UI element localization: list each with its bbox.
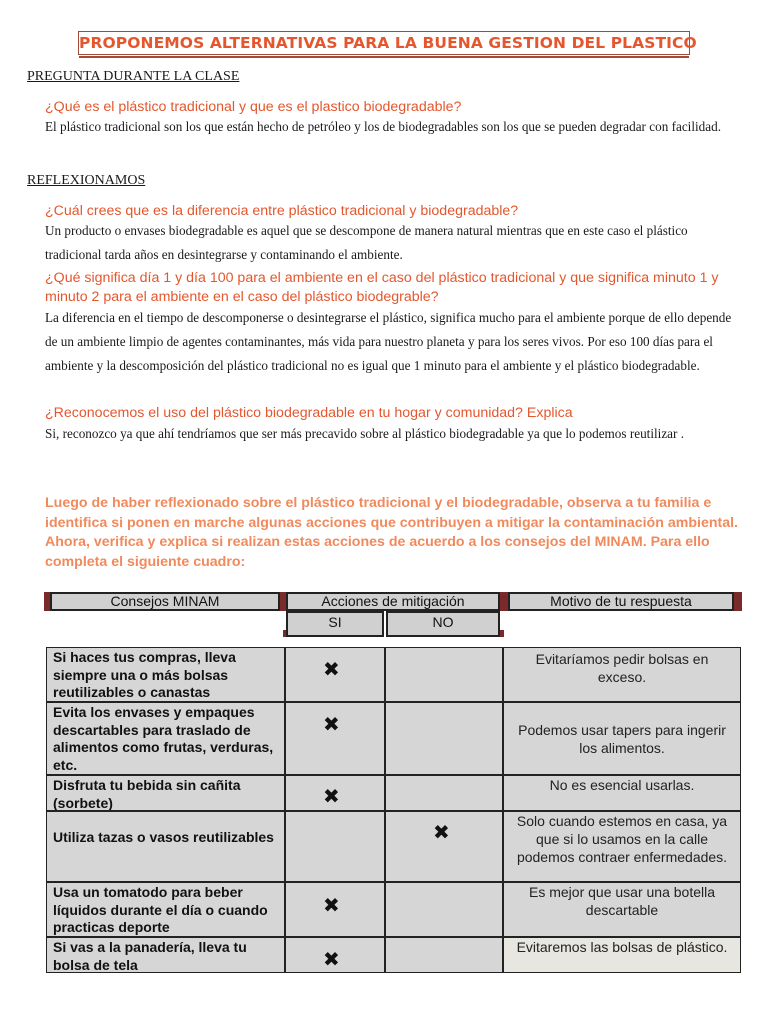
header-no: NO	[386, 611, 500, 637]
table-row-3-no-cell	[385, 775, 503, 811]
table-row-2-motivo: Podemos usar tapers para ingerir los alimentos.	[503, 702, 741, 775]
table-row-6-motivo: Evitaremos las bolsas de plástico.	[503, 937, 741, 973]
row-1-si-mark-icon: ✖	[323, 657, 340, 681]
header-accent	[500, 592, 508, 611]
row-6-si-mark-icon: ✖	[323, 947, 340, 971]
row-5-si-mark-icon: ✖	[323, 893, 340, 917]
row-4-no-mark-icon: ✖	[433, 820, 450, 844]
header-acciones: Acciones de mitigación	[286, 592, 500, 611]
answer-1: El plástico tradicional son los que están hecho de petróleo y los de biodegradables son los que se pueden degradar con facilidad.	[45, 119, 722, 134]
table-row-5-motivo: Es mejor que usar una botella descartable	[503, 882, 741, 937]
question-3: ¿Qué significa día 1 y día 100 para el ambiente en el caso del plástico tradicional y que significa minuto 1 y minuto 2 para el ambiente en el caso del plástico biodegrable?	[45, 270, 719, 305]
question-1: ¿Qué es el plástico tradicional y que es el plastico biodegradable?	[45, 99, 462, 115]
header-si: SI	[286, 611, 384, 637]
instructions-paragraph: Luego de haber reflexionado sobre el plástico tradicional y el biodegradable, observa a tu familia e identifica si ponen en marche algunas acciones que contribuyen a mitigar la contaminación ambiental. Ahora, verifica y explica si realizan estas acciones de acuerdo a los consejos del MINAM. Para ello completa el siguiente cuadro:	[45, 495, 738, 570]
answer-4: Si, reconozco ya que ahí tendríamos que ser más precavido sobre al plástico biodegradable ya que lo podemos reutilizar .	[45, 426, 685, 441]
table-row-2-consejo: Evita los envases y empaques descartables para traslado de alimentos como frutas, verduras, etc.	[46, 702, 285, 775]
table-row-3-consejo: Disfruta tu bebida sin cañita (sorbete)	[46, 775, 285, 811]
table-row-2-no-cell	[385, 702, 503, 775]
header-accent-right	[734, 592, 742, 611]
table-row-5-no-cell	[385, 882, 503, 937]
answer-3: La diferencia en el tiempo de descomponerse o desintegrarse el plástico, significa mucho para el ambiente porque de ello depende de un ambiente limpio de agentes contaminantes, más vida para nuestro planeta y para los seres vivos. Por eso 100 días para el ambiente y la descomposición del plástico tradicional no es igual que 1 minuto para el ambiente y el plástico biodegradable.	[45, 310, 732, 373]
table-row-1-no-cell	[385, 647, 503, 702]
row-3-si-mark-icon: ✖	[323, 784, 340, 808]
title-box	[78, 31, 697, 55]
table-row-1-motivo: Evitaríamos pedir bolsas en exceso.	[503, 647, 741, 702]
answer-2: Un producto o envases biodegradable es aquel que se descompone de manera natural mientras que en este caso el plástico tradicional tarda años en desintegrarse y contaminando el ambiente.	[45, 223, 688, 262]
page-title: PROPONEMOS ALTERNATIVAS PARA LA BUENA GESTION DEL PLASTICO	[79, 34, 697, 52]
header-motivo: Motivo de tu respuesta	[508, 592, 734, 611]
table-row-4-consejo: Utiliza tazas o vasos reutilizables	[46, 811, 285, 882]
table-row-6-consejo: Si vas a la panadería, lleva tu bolsa de tela	[46, 937, 285, 973]
row-2-si-mark-icon: ✖	[323, 712, 340, 736]
section-pregunta-label: PREGUNTA DURANTE LA CLASE	[27, 69, 240, 84]
table-row-5-consejo: Usa un tomatodo para beber líquidos durante el día o cuando practicas deporte	[46, 882, 285, 937]
subheader-accent	[500, 630, 504, 637]
question-4: ¿Reconocemos el uso del plástico biodegradable en tu hogar y comunidad? Explica	[45, 405, 573, 421]
table-row-3-motivo: No es esencial usarlas.	[503, 775, 741, 811]
question-2: ¿Cuál crees que es la diferencia entre plástico tradicional y biodegradable?	[45, 203, 519, 219]
table-row-1-consejo: Si haces tus compras, lleva siempre una o más bolsas reutilizables o canastas	[46, 647, 285, 702]
table-row-6-no-cell	[385, 937, 503, 973]
table-row-4-si-cell	[285, 811, 385, 882]
header-consejos: Consejos MINAM	[50, 592, 280, 611]
section-reflexionamos-label: REFLEXIONAMOS	[27, 173, 146, 188]
table-row-4-motivo: Solo cuando estemos en casa, ya que si lo usamos en la calle podemos contraer enfermedades.	[503, 811, 741, 882]
